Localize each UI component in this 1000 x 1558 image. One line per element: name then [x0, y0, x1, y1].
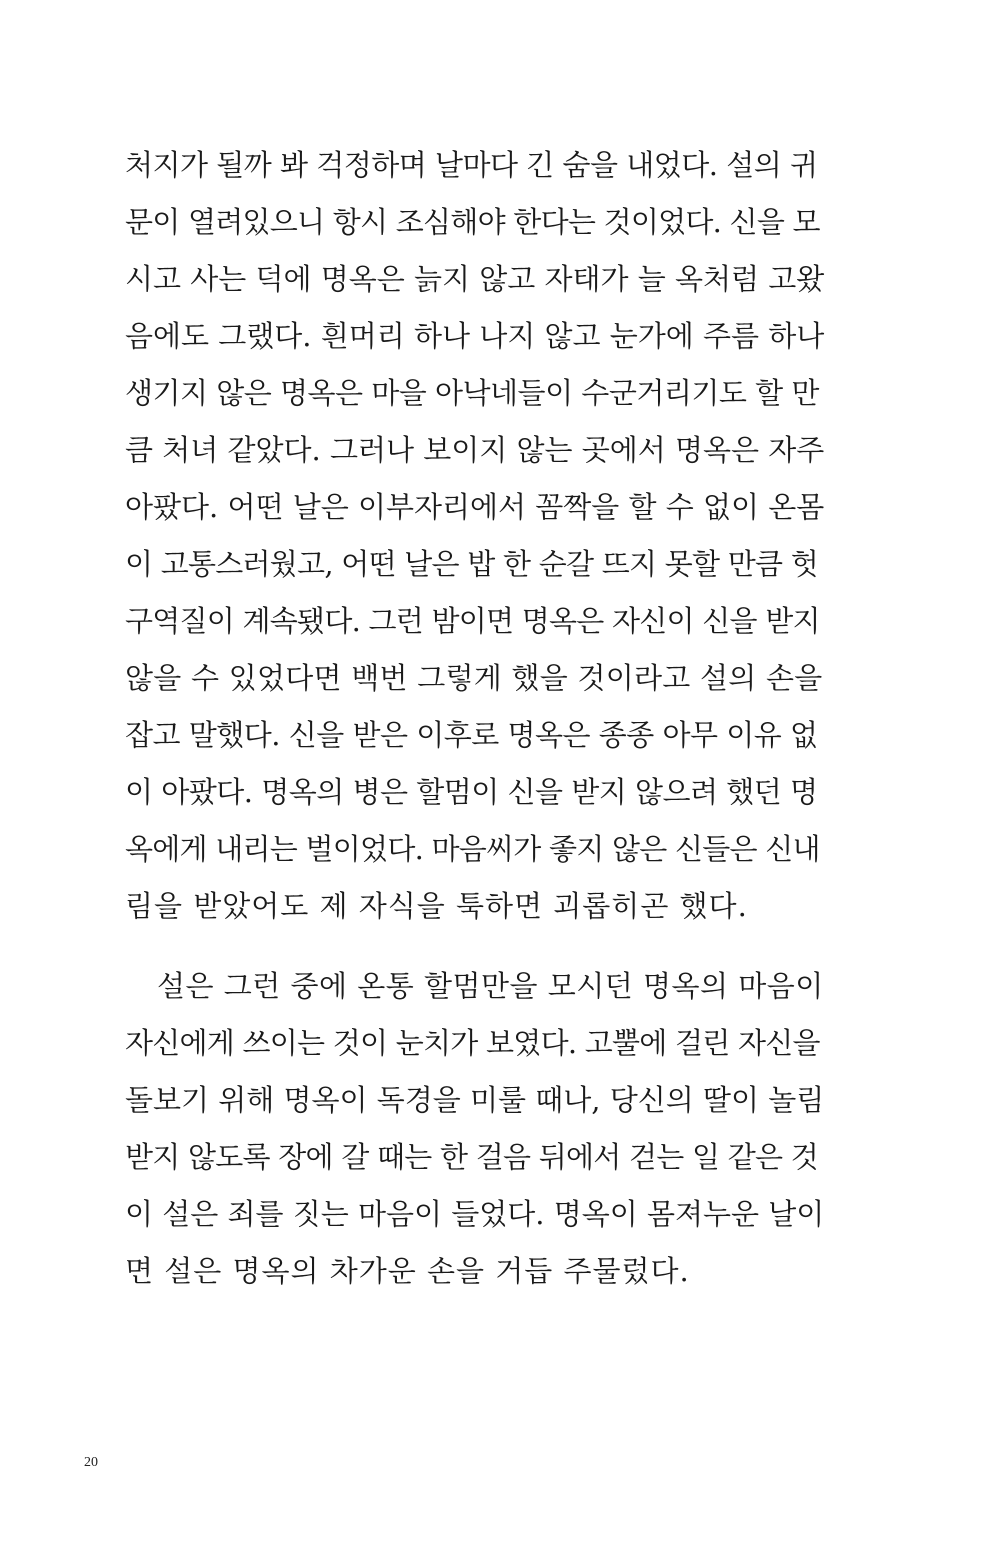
text-line: 구역질이 계속됐다. 그런 밤이면 명옥은 자신이 신을 받지 [125, 604, 820, 638]
text-line: 음에도 그랬다. 흰머리 하나 나지 않고 눈가에 주름 하나 [125, 319, 825, 353]
text-line: 돌보기 위해 명옥이 독경을 미룰 때나, 당신의 딸이 놀림 [125, 1083, 825, 1117]
text-line: 받지 않도록 장에 갈 때는 한 걸음 뒤에서 걷는 일 같은 것 [125, 1140, 818, 1174]
text-line: 문이 열려있으니 항시 조심해야 한다는 것이었다. 신을 모 [125, 205, 820, 239]
text-line: 큼 처녀 같았다. 그러나 보이지 않는 곳에서 명옥은 자주 [125, 433, 825, 467]
paragraph-2 [125, 958, 825, 1300]
text-line: 시고 사는 덕에 명옥은 늙지 않고 자태가 늘 옥처럼 고왔 [125, 262, 825, 296]
text-line: 않을 수 있었다면 백번 그렇게 했을 것이라고 설의 손을 [125, 661, 823, 695]
text-line: 설은 그런 중에 온통 할멈만을 모시던 명옥의 마음이 [157, 969, 824, 1003]
text-line: 아팠다. 어떤 날은 이부자리에서 꼼짝을 할 수 없이 온몸 [125, 490, 825, 524]
page-number: 20 [84, 1455, 98, 1470]
text-line: 옥에게 내리는 벌이었다. 마음씨가 좋지 않은 신들은 신내 [125, 832, 820, 866]
text-line: 처지가 될까 봐 걱정하며 날마다 긴 숨을 내었다. 설의 귀 [125, 148, 818, 182]
text-line: 잡고 말했다. 신을 받은 이후로 명옥은 종종 아무 이유 없 [125, 718, 818, 752]
text-line: 이 아팠다. 명옥의 병은 할멈이 신을 받지 않으려 했던 명 [125, 775, 818, 809]
text-line: 자신에게 쓰이는 것이 눈치가 보였다. 고뿔에 걸린 자신을 [125, 1026, 820, 1060]
paragraph-1 [125, 137, 825, 935]
text-line: 면 설은 명옥의 차가운 손을 거듭 주물렀다. [125, 1254, 690, 1288]
text-line: 이 고통스러웠고, 어떤 날은 밥 한 순갈 뜨지 못할 만큼 헛 [125, 547, 818, 581]
text-line: 생기지 않은 명옥은 마을 아낙네들이 수군거리기도 할 만 [125, 376, 819, 410]
text-line: 이 설은 죄를 짓는 마음이 들었다. 명옥이 몸져누운 날이 [125, 1197, 825, 1231]
text-line: 림을 받았어도 제 자식을 툭하면 괴롭히곤 했다. [125, 889, 748, 923]
